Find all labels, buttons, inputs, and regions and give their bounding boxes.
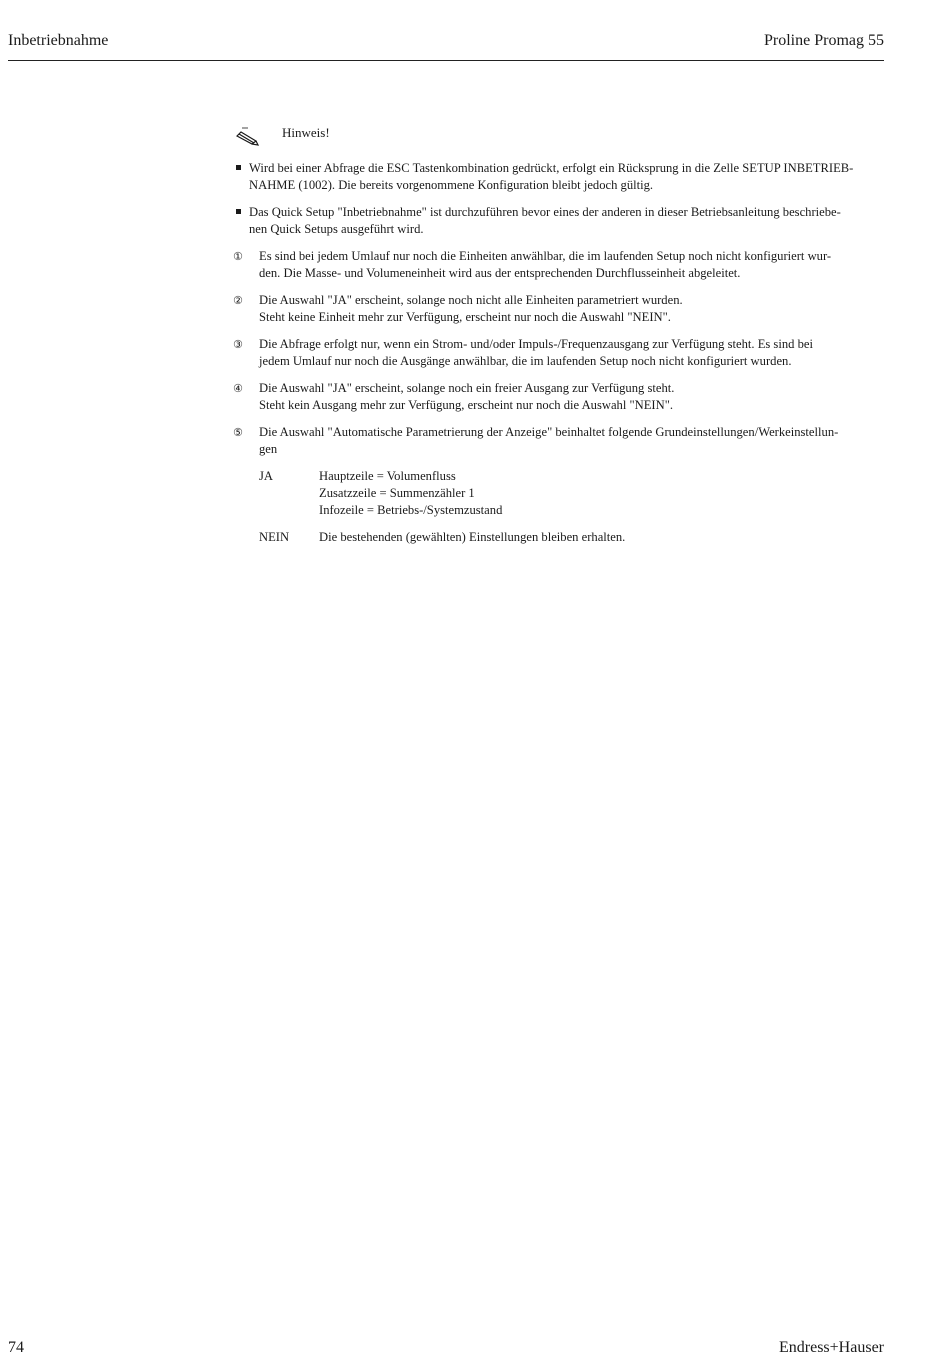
note-label: Hinweis! [282,125,330,140]
option-key: NEIN [259,530,290,544]
numbered-item [232,292,880,326]
text-line: Die Auswahl "Automatische Parametrierung der Anzeige" beinhaltet folgende Grundeinstellungen/Werkeinstellun- [259,425,839,439]
option-value: Zusatzzeile = Summenzähler 1 [319,486,475,500]
page-number: 74 [8,1339,24,1356]
brand-name: Endress+Hauser [779,1339,884,1356]
main-content [232,120,880,546]
number-marker: ⑤ [233,426,243,439]
text-line: NAHME (1002). Die bereits vorgenommene Konfiguration bleibt jedoch gültig. [249,178,654,192]
list-item [232,204,880,238]
text-line: gen [259,442,278,456]
option-values [319,529,880,546]
page-header [8,30,884,61]
bullet-icon [236,165,241,170]
text-line: Die Auswahl "JA" erscheint, solange noch nicht alle Einheiten parametriert wurden. [259,293,683,307]
text-line: Wird bei einer Abfrage die ESC Tastenkombination gedrückt, erfolgt ein Rücksprung in die Zelle SETUP INBETRIEB- [249,161,854,175]
options-table [259,468,880,546]
option-value: Die bestehenden (gewählten) Einstellungen bleiben erhalten. [319,530,626,544]
numbered-item [232,380,880,414]
number-marker: ② [233,294,243,307]
text-line: Steht kein Ausgang mehr zur Verfügung, erscheint nur noch die Auswahl "NEIN". [259,398,674,412]
option-row [259,529,880,546]
number-marker: ③ [233,338,243,351]
text-line: jedem Umlauf nur noch die Ausgänge anwählbar, die im laufenden Setup noch nicht konfiguriert wurden. [259,354,792,368]
text-line: Es sind bei jedem Umlauf nur noch die Einheiten anwählbar, die im laufenden Setup noch nicht konfiguriert wur- [259,249,832,263]
numbered-item [232,248,880,282]
numbered-item [232,424,880,546]
text-line: nen Quick Setups ausgeführt wird. [249,222,424,236]
text-line: Steht keine Einheit mehr zur Verfügung, erscheint nur noch die Auswahl "NEIN". [259,310,671,324]
option-row [259,468,880,519]
option-key: JA [259,469,273,483]
section-title: Inbetriebnahme [8,32,109,49]
option-value: Infozeile = Betriebs-/Systemzustand [319,503,503,517]
note-block [232,120,880,150]
text-line: den. Die Masse- und Volumeneinheit wird aus der entsprechenden Durchflusseinheit abgeleitet. [259,266,741,280]
number-marker: ① [233,250,243,263]
option-values [319,468,880,519]
option-value: Hauptzeile = Volumenfluss [319,469,456,483]
list-item [232,160,880,194]
text-line: Die Abfrage erfolgt nur, wenn ein Strom- und/oder Impuls-/Frequenzausgang zur Verfügung steht. Es sind bei [259,337,813,351]
pencil-icon [234,122,262,146]
numbered-item [232,336,880,370]
bullet-icon [236,209,241,214]
text-line: Das Quick Setup "Inbetriebnahme" ist durchzuführen bevor eines der anderen in dieser Betriebsanleitung beschriebe- [249,205,841,219]
number-marker: ④ [233,382,243,395]
text-line: Die Auswahl "JA" erscheint, solange noch ein freier Ausgang zur Verfügung steht. [259,381,675,395]
product-name: Proline Promag 55 [764,32,884,49]
